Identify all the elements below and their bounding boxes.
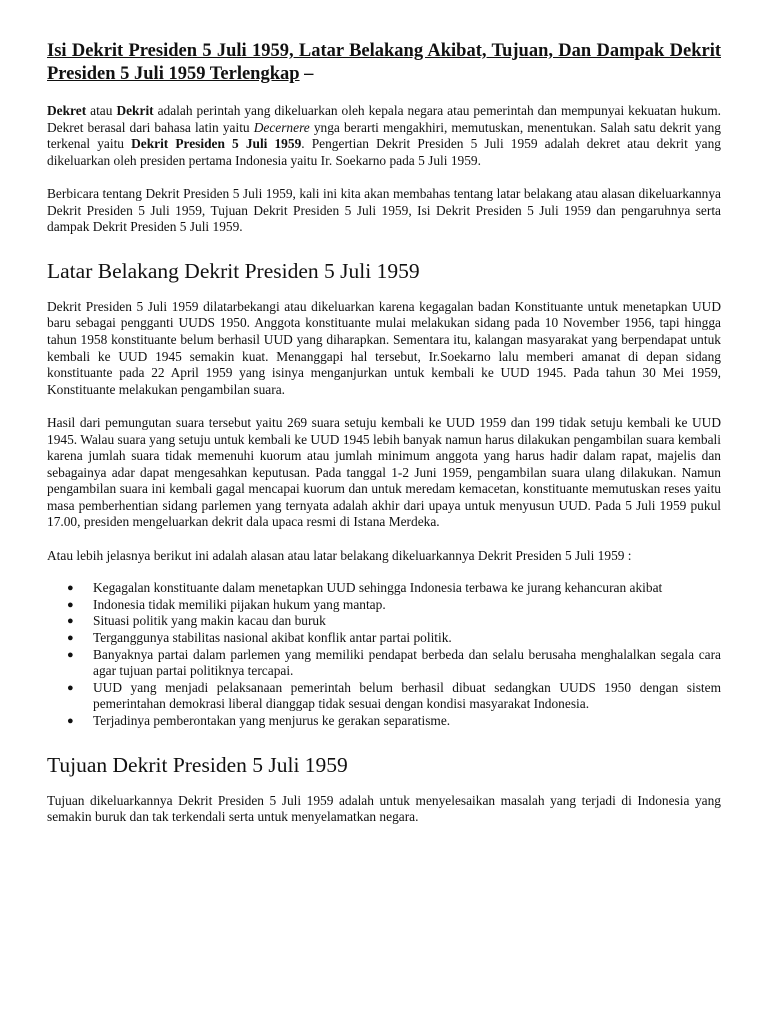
bullet-icon: ● — [67, 681, 74, 694]
intro-paragraph-1: Dekret atau Dekrit adalah perintah yang dikeluarkan oleh kepala negara atau pemerintah dan mempunyai kekuatan hukum. Dekret berasal dari bahasa latin yaitu Decernere ynga berarti mengakhiri, memutuskan, menentukan. Salah satu dekrit yang terkenal yaitu Dekrit Presiden 5 Juli 1959. Pengertian Dekrit Presiden 5 Juli 1959 adalah dekret atau dekrit yang dikeluarkan oleh presiden pertama Indonesia yaitu Ir. Soekarno pada 5 Juli 1959. — [47, 103, 721, 168]
latar-paragraph-2: Hasil dari pemungutan suara tersebut yaitu 269 suara setuju kembali ke UUD 1959 dan 199 tidak setuju kembali ke UUD 1945. Walau suara yang setuju untuk kembali ke UUD 1945 lebih banyak namun harus dilakukan pengambilan suara kembali karena jumlah suara tidak memenuhi kuorum atau jumlah minimum anggota yang harus hadir dalam rapat, majelis dan sebagainya adar dapat mengesahkan keputusan. Pada tanggal 1-2 Juni 1959, pengambilan suara ulang dilakukan. Namun pengambilan suara ini kembali gagal mencapai kuorum dan untuk meredam kemacetan, konstituante memutuskan reses yaitu masa pemberhentian sidang parlemen yang ternyata adalah akhir dari upaya untuk menyusun UUD. Pada 5 Juli 1959 pukul 17.00, presiden mengeluarkan dekrit dala upaca resmi di Istana Merdeka. — [47, 414, 721, 530]
document-title-dash: – — [299, 64, 314, 84]
reasons-list — [47, 580, 721, 729]
term-dekrit: Dekrit — [116, 103, 154, 118]
tujuan-paragraph-1: Tujuan dikeluarkannya Dekrit Presiden 5 Juli 1959 adalah untuk menyelesaikan masalah yang terjadi di Indonesia yang semakin buruk dan tak terkendali serta untuk menyelamatkan negara. — [47, 792, 721, 825]
document-title-text: Isi Dekrit Presiden 5 Juli 1959, Latar Belakang Akibat, Tujuan, Dan Dampak Dekrit Presiden 5 Juli 1959 Terlengkap — [47, 41, 721, 84]
bullet-icon: ● — [67, 632, 74, 645]
term-decernere: Decernere — [253, 119, 310, 135]
bullet-icon: ● — [67, 598, 74, 611]
bullet-icon: ● — [67, 582, 74, 595]
list-item: ● Terganggunya stabilitas nasional akibat konflik antar partai politik. — [67, 630, 452, 646]
bullet-icon: ● — [67, 715, 74, 727]
bullet-icon: ● — [67, 615, 74, 628]
heading-latar-belakang: Latar Belakang Dekrit Presiden 5 Juli 1959 — [47, 258, 420, 283]
bullet-icon: ● — [67, 648, 74, 661]
document-page — [47, 40, 721, 826]
list-item: ● Indonesia tidak memiliki pijakan hukum yang mantap. — [67, 596, 386, 612]
list-item: ● Banyaknya partai dalam parlemen yang memiliki pendapat berbeda dan selalu berusaha menghalalkan segala cara agar tujuan partai politiknya tercapai. — [67, 646, 721, 679]
latar-paragraph-3: Atau lebih jelasnya berikut ini adalah alasan atau latar belakang dikeluarkannya Dekrit Presiden 5 Juli 1959 : — [47, 547, 632, 563]
term-dekrit-presiden: Dekrit Presiden 5 Juli 1959 — [131, 136, 302, 152]
document-title — [47, 40, 721, 86]
list-item: ● UUD yang menjadi pelaksanaan pemerintah belum berhasil dibuat sedangkan UUDS 1950 dengan sistem pemerintahan demokrasi liberal dianggap tidak sesuai dengan kondisi masyarakat Indonesia. — [67, 679, 721, 712]
list-item: ● Kegagalan konstituante dalam menetapkan UUD sehingga Indonesia terbawa ke jurang kehancuran akibat — [67, 580, 663, 596]
latar-paragraph-1: Dekrit Presiden 5 Juli 1959 dilatarbekangi atau dikeluarkan karena kegagalan badan Konstituante untuk menetapkan UUD baru sebagai pengganti UUDS 1950. Anggota konstituante mulai melakukan sidang pada 10 November 1956, tapi hingga tahun 1958 konstituante belum berhasil UUD yang diharapkan. Sementara itu, kalangan masyarakat yang berpendapat untuk kembali ke UUD 1945 semakin kuat. Menanggapi hal tersebut, Ir.Soekarno lalu memberi amanat di depan sidang konstituante pada 22 April 1959 yang isinya menganjurkan untuk kembali ke UUD 1945. Pada tahun 30 Mei 1959, Konstituante melakukan pengambilan suara. — [47, 298, 721, 397]
heading-tujuan: Tujuan Dekrit Presiden 5 Juli 1959 — [47, 752, 348, 777]
list-item: ● Terjadinya pemberontakan yang menjurus ke gerakan separatisme. — [67, 713, 451, 728]
term-dekret: Dekret — [47, 103, 87, 118]
intro-paragraph-2: Berbicara tentang Dekrit Presiden 5 Juli 1959, kali ini kita akan membahas tentang latar belakang atau alasan dikeluarkannya Dekrit Presiden 5 Juli 1959, Tujuan Dekrit Presiden 5 Juli 1959, Isi Dekrit Presiden 5 Juli 1959 dan pengaruhnya serta dampak Dekrit Presiden 5 Juli 1959. — [47, 185, 721, 235]
list-item: ● Situasi politik yang makin kacau dan buruk — [67, 613, 326, 629]
